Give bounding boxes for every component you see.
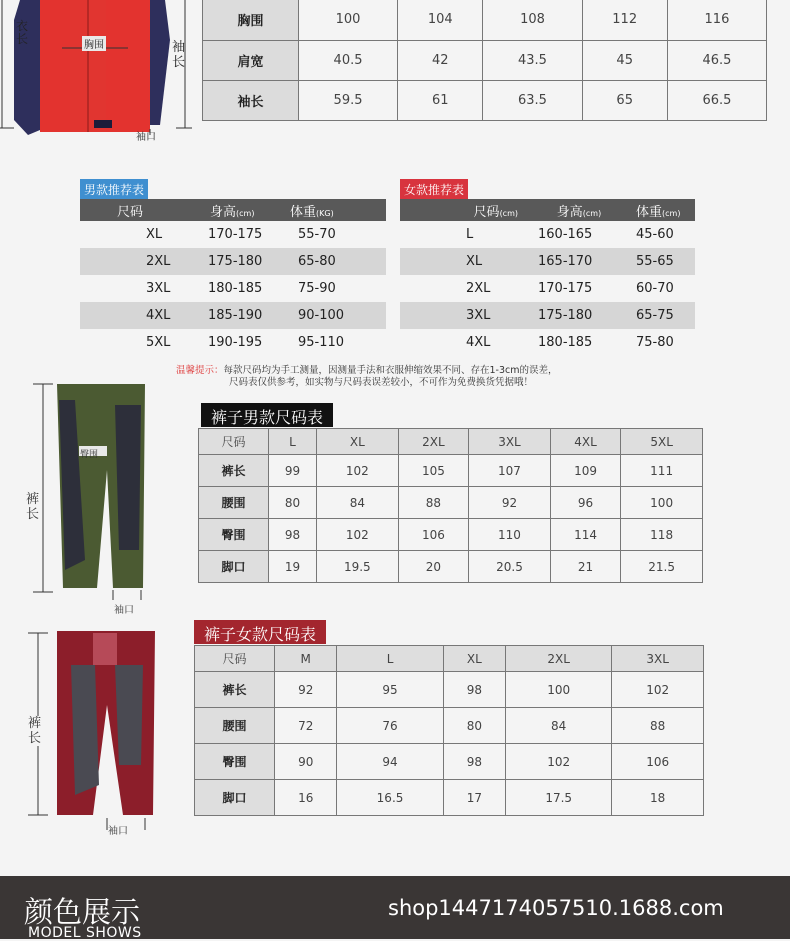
tip-line2: 尺码表仅供参考，如实物与尺码表误差较小，不可作为免费换货凭据哦！ — [229, 377, 534, 388]
men-pants-hip-label: 臀围 — [80, 450, 99, 460]
table-cell: 55-65 — [636, 254, 674, 269]
column-header: L — [269, 429, 317, 455]
table-cell: 72 — [275, 708, 337, 744]
table-cell: 118 — [621, 519, 703, 551]
table-cell: 160-165 — [538, 227, 593, 242]
table-cell: 170-175 — [538, 281, 593, 296]
table-cell: 90 — [275, 744, 337, 780]
column-header: 2XL — [398, 429, 468, 455]
women-pants-table — [194, 645, 704, 816]
header-weight: 体重(KG) — [290, 204, 334, 220]
table-cell: 4XL — [146, 308, 171, 323]
table-cell: 4XL — [466, 335, 491, 350]
jacket-chest-label: 胸围 — [82, 36, 106, 51]
table-row — [195, 744, 704, 780]
table-cell: 45-60 — [636, 227, 674, 242]
table-cell: 102 — [316, 455, 398, 487]
row-label: 肩宽 — [203, 40, 299, 80]
women-pants-length-label: 裤长 — [28, 716, 42, 746]
table-cell: 99 — [269, 455, 317, 487]
table-cell: XL — [466, 254, 483, 269]
jacket-size-table — [202, 0, 767, 121]
list-item — [400, 275, 695, 302]
table-cell: 100 — [621, 487, 703, 519]
table-cell: XL — [146, 227, 163, 242]
table-cell: 80 — [269, 487, 317, 519]
table-cell: 88 — [398, 487, 468, 519]
table-cell: 63.5 — [483, 80, 582, 120]
table-cell: 76 — [337, 708, 443, 744]
women-recommend-header — [400, 199, 695, 221]
row-label: 袖长 — [203, 80, 299, 120]
header-height: 身高(cm) — [210, 204, 255, 220]
row-label: 脚口 — [195, 780, 275, 816]
table-cell: 55-70 — [298, 227, 336, 242]
table-cell: 20.5 — [469, 551, 551, 583]
footer-bar — [0, 876, 790, 939]
row-label: 腰围 — [199, 487, 269, 519]
table-cell: 75-80 — [636, 335, 674, 350]
column-header: 2XL — [506, 646, 612, 672]
table-cell: 90-100 — [298, 308, 345, 323]
table-cell: 92 — [275, 672, 337, 708]
jacket-sleeve-label: 袖长 — [172, 40, 186, 70]
column-header: M — [275, 646, 337, 672]
table-cell: 3XL — [146, 281, 171, 296]
table-cell: 100 — [299, 0, 398, 40]
table-cell: 16 — [275, 780, 337, 816]
men-pants-table — [198, 428, 703, 583]
men-recommend-tag: 男款推荐表 — [80, 179, 148, 199]
table-row — [203, 0, 767, 40]
table-cell: 110 — [469, 519, 551, 551]
list-item — [80, 329, 386, 356]
table-row — [203, 80, 767, 120]
table-cell: 190-195 — [208, 335, 263, 350]
header-weight: 体重(cm) — [636, 204, 681, 220]
women-pants-cuff-label: 袖口 — [108, 826, 128, 837]
row-label: 腰围 — [195, 708, 275, 744]
list-item — [80, 221, 386, 248]
table-cell: 185-190 — [208, 308, 263, 323]
table-cell: 98 — [443, 744, 505, 780]
table-cell: L — [466, 227, 474, 242]
table-cell: 75-90 — [298, 281, 336, 296]
table-header-row — [199, 429, 703, 455]
table-cell: 104 — [398, 0, 483, 40]
header-size: 尺码 — [116, 204, 143, 220]
table-cell: 102 — [506, 744, 612, 780]
table-cell: 19 — [269, 551, 317, 583]
table-cell: 5XL — [146, 335, 171, 350]
jacket-length-label: 衣长 — [16, 19, 29, 46]
jacket-cuff-label: 袖口 — [136, 132, 156, 143]
table-cell: 65-75 — [636, 308, 674, 323]
table-row — [199, 487, 703, 519]
table-cell: 59.5 — [299, 80, 398, 120]
table-cell: 18 — [612, 780, 704, 816]
table-cell: 21.5 — [621, 551, 703, 583]
table-row — [199, 519, 703, 551]
column-header: 4XL — [550, 429, 620, 455]
table-cell: 60-70 — [636, 281, 674, 296]
table-cell: 180-185 — [208, 281, 263, 296]
table-cell: 100 — [506, 672, 612, 708]
column-header: 3XL — [612, 646, 704, 672]
men-pants-title: 裤子男款尺码表 — [201, 403, 333, 427]
table-cell: 106 — [612, 744, 704, 780]
table-row — [203, 40, 767, 80]
men-recommend-header — [80, 199, 386, 221]
table-cell: 2XL — [146, 254, 171, 269]
men-pants-cuff-label: 袖口 — [114, 605, 134, 616]
shop-url: shop1447174057510.1688.com — [388, 896, 724, 920]
table-cell: 61 — [398, 80, 483, 120]
table-cell: 96 — [550, 487, 620, 519]
column-header: XL — [443, 646, 505, 672]
column-header: 3XL — [469, 429, 551, 455]
header-height: 身高(cm) — [556, 204, 602, 220]
list-item — [80, 275, 386, 302]
footer-title: 颜色展示 — [24, 895, 141, 929]
column-header: 尺码 — [195, 646, 275, 672]
size-tip — [176, 365, 558, 389]
table-cell: 42 — [398, 40, 483, 80]
table-header-row — [195, 646, 704, 672]
table-cell: 65-80 — [298, 254, 336, 269]
table-cell: 98 — [443, 672, 505, 708]
table-row — [195, 672, 704, 708]
table-row — [199, 455, 703, 487]
table-cell: 175-180 — [538, 308, 593, 323]
table-cell: 66.5 — [667, 80, 766, 120]
table-cell: 40.5 — [299, 40, 398, 80]
table-cell: 112 — [582, 0, 667, 40]
list-item — [80, 248, 386, 275]
list-item — [400, 221, 695, 248]
men-recommend-table — [80, 199, 386, 356]
table-cell: 175-180 — [208, 254, 263, 269]
row-label: 裤长 — [199, 455, 269, 487]
table-cell: 102 — [612, 672, 704, 708]
table-cell: 46.5 — [667, 40, 766, 80]
tip-line1: 每款尺码均为手工测量，因测量手法和衣服伸缩效果不同、存在1-3cm的误差， — [223, 365, 558, 376]
table-cell: 108 — [483, 0, 582, 40]
table-cell: 116 — [667, 0, 766, 40]
table-cell: 80 — [443, 708, 505, 744]
table-cell: 170-175 — [208, 227, 263, 242]
table-cell: 107 — [469, 455, 551, 487]
column-header: L — [337, 646, 443, 672]
table-cell: 21 — [550, 551, 620, 583]
table-cell: 3XL — [466, 308, 491, 323]
table-row — [195, 708, 704, 744]
men-pants-length-label: 裤长 — [26, 492, 40, 522]
list-item — [400, 302, 695, 329]
column-header: 尺码 — [199, 429, 269, 455]
table-cell: 19.5 — [316, 551, 398, 583]
header-size: 尺码(cm) — [473, 204, 518, 220]
table-cell: 92 — [469, 487, 551, 519]
table-cell: 106 — [398, 519, 468, 551]
table-cell: 95 — [337, 672, 443, 708]
table-row — [199, 551, 703, 583]
table-cell: 114 — [550, 519, 620, 551]
women-pants-title: 裤子女款尺码表 — [194, 620, 326, 644]
table-cell: 43.5 — [483, 40, 582, 80]
table-cell: 165-170 — [538, 254, 593, 269]
table-cell: 98 — [269, 519, 317, 551]
table-cell: 17.5 — [506, 780, 612, 816]
table-cell: 45 — [582, 40, 667, 80]
table-cell: 20 — [398, 551, 468, 583]
column-header: 5XL — [621, 429, 703, 455]
tip-prefix: 温馨提示： — [176, 365, 224, 376]
table-cell: 180-185 — [538, 335, 593, 350]
table-cell: 16.5 — [337, 780, 443, 816]
table-cell: 17 — [443, 780, 505, 816]
table-cell: 2XL — [466, 281, 491, 296]
row-label: 脚口 — [199, 551, 269, 583]
footer-subtitle: MODEL SHOWS — [28, 925, 142, 941]
list-item — [400, 248, 695, 275]
table-cell: 111 — [621, 455, 703, 487]
table-cell: 105 — [398, 455, 468, 487]
table-cell: 65 — [582, 80, 667, 120]
table-cell: 95-110 — [298, 335, 345, 350]
table-cell: 84 — [506, 708, 612, 744]
table-cell: 88 — [612, 708, 704, 744]
row-label: 臀围 — [195, 744, 275, 780]
table-cell: 84 — [316, 487, 398, 519]
row-label: 臀围 — [199, 519, 269, 551]
women-recommend-tag: 女款推荐表 — [400, 179, 468, 199]
table-cell: 102 — [316, 519, 398, 551]
table-cell: 94 — [337, 744, 443, 780]
women-recommend-table — [400, 199, 695, 356]
row-label: 裤长 — [195, 672, 275, 708]
column-header: XL — [316, 429, 398, 455]
list-item — [80, 302, 386, 329]
list-item — [400, 329, 695, 356]
row-label: 胸围 — [203, 0, 299, 40]
table-cell: 109 — [550, 455, 620, 487]
table-row — [195, 780, 704, 816]
